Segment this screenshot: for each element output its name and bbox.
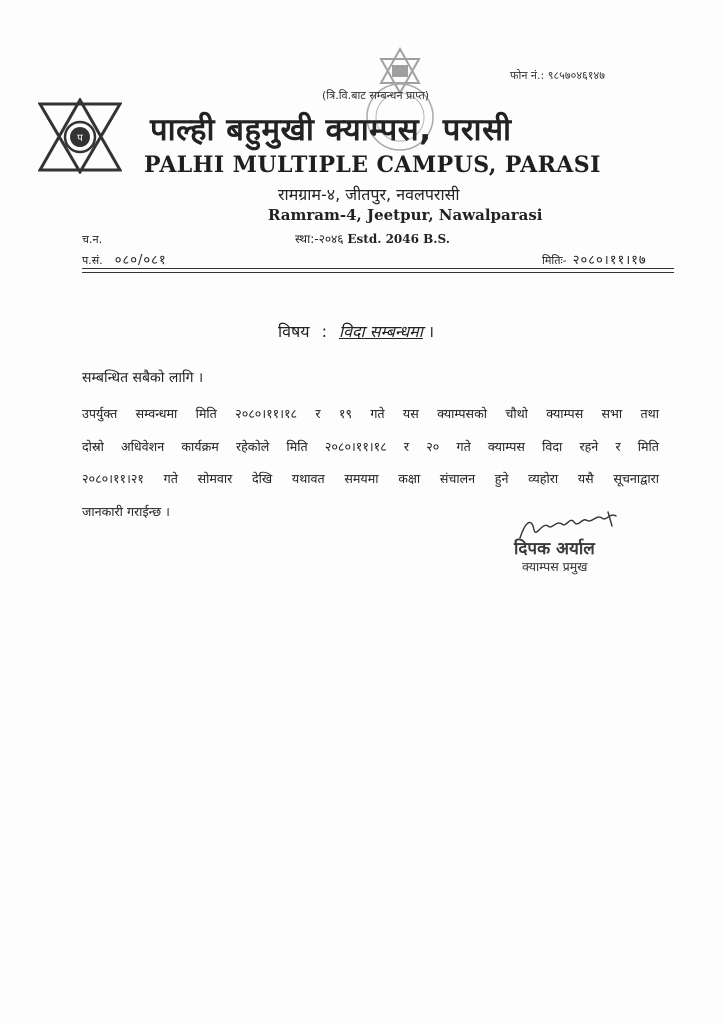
dispatch-number-label: च.न. (82, 233, 103, 246)
affiliation-text: (त्रि.वि.बाट सम्बन्धन प्राप्त) (322, 89, 430, 102)
salutation: सम्बन्धित सबैको लागि । (82, 370, 204, 386)
subject-end-mark: । (427, 322, 435, 341)
letter-date (542, 250, 647, 268)
phone-number: फोन नं.: ९८५७०४६१४७ (510, 69, 605, 82)
subject-colon: : (321, 322, 327, 341)
established-english: Estd. 2046 B.S. (347, 232, 450, 246)
date-value: २०८०।११।१७ (572, 253, 647, 268)
subject-value: विदा सम्बन्धमा (338, 322, 423, 341)
subject-label: विषय (278, 322, 310, 341)
established-line (295, 230, 450, 247)
campus-title-nepali: पाल्ही बहुमुखी क्याम्पस, परासी (150, 112, 512, 148)
campus-logo-icon (38, 98, 122, 174)
established-nepali: स्था:-२०४६ (295, 232, 344, 246)
signatory-title: क्याम्पस प्रमुख (522, 559, 588, 574)
campus-title-english: PALHI MULTIPLE CAMPUS, PARASI (144, 152, 601, 178)
subject-line (278, 320, 434, 342)
address-nepali: रामग्राम-४, जीतपुर, नवलपरासी (278, 185, 460, 204)
letter-number-label: प.सं. (82, 254, 103, 267)
body-line: जानकारी गराईन्छ । (82, 503, 170, 519)
letter-number-value: ०८०/०८१ (114, 253, 167, 268)
svg-text:प: प (77, 133, 83, 144)
signatory-name: दिपक अर्याल (514, 539, 595, 559)
header-divider-thin (82, 272, 674, 273)
letter-number (82, 250, 167, 268)
body-line: उपर्युक्त सम्वन्धमा मिति २०८०।११।१८ र १९ गते यस क्याम्पसको चौथो क्याम्पस सभा तथा (82, 406, 659, 421)
body-line: २०८०।११।२१ गते सोमवार देखि यथावत समयमा कक्षा संचालन हुने व्यहोरा यसै सूचनाद्वारा (82, 471, 659, 486)
body-line: दोस्रो अधिवेशन कार्यक्रम रहेकोले मिति २०८०।११।१८ र २० गते क्याम्पस विदा रहने र मिति (82, 438, 659, 454)
address-english: Ramram-4, Jeetpur, Nawalparasi (268, 206, 543, 224)
header-divider-thick (82, 268, 674, 269)
date-label: मितिः- (542, 254, 567, 267)
